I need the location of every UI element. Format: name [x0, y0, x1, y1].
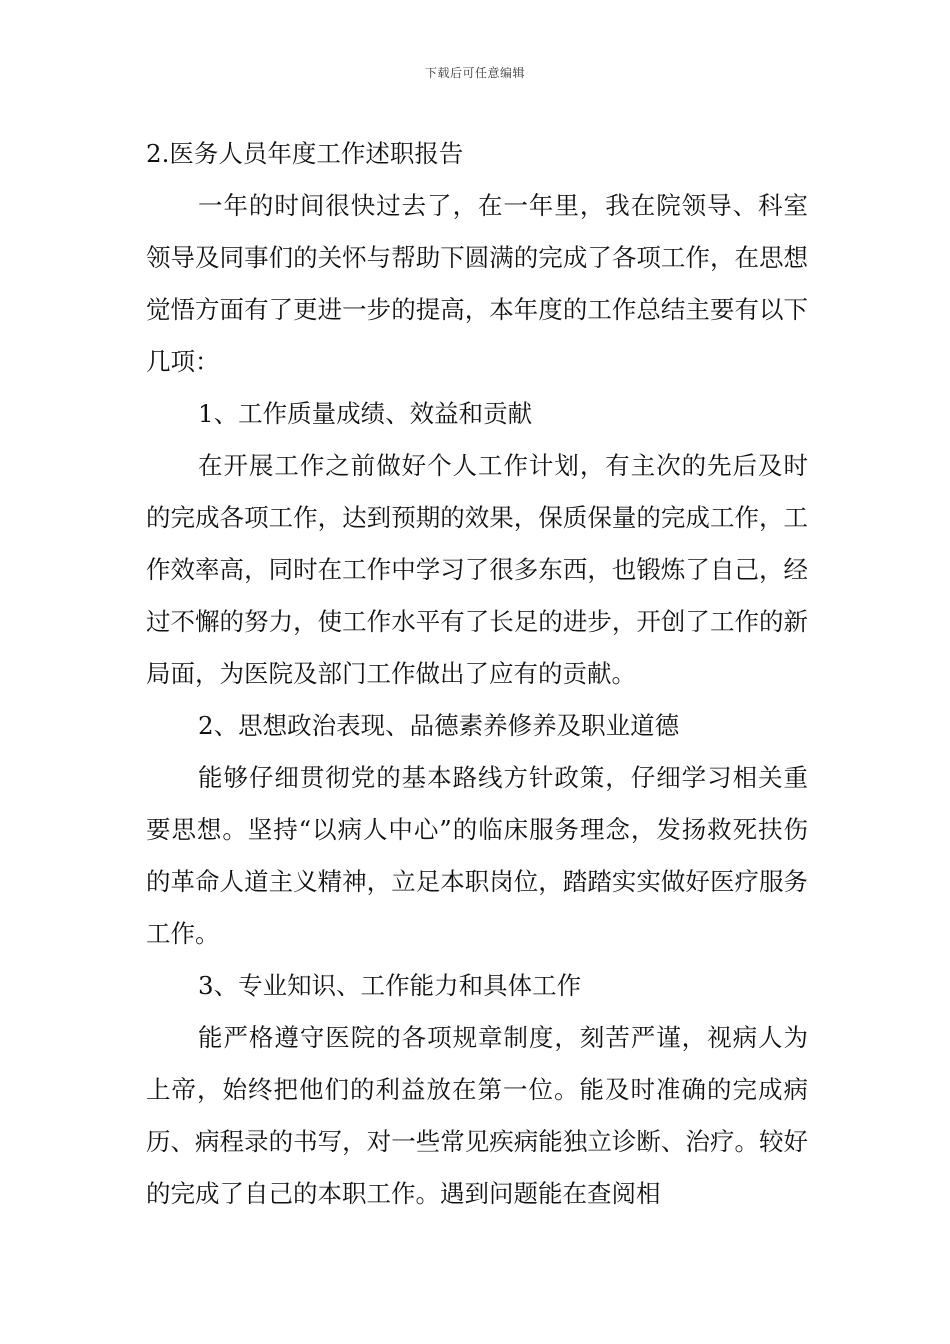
intro-paragraph: 一年的时间很快过去了，在一年里，我在院领导、科室领导及同事们的关怀与帮助下圆满的完成了各项工作，在思想觉悟方面有了更进一步的提高，本年度的工作总结主要有以下几项：: [146, 191, 808, 376]
section-heading-2: 2、思想政治表现、品德素养修养及职业道德: [198, 711, 680, 740]
document-body: [146, 128, 808, 1220]
document-title: 2.医务人员年度工作述职报告: [146, 139, 464, 168]
section-body-1: 在开展工作之前做好个人工作计划，有主次的先后及时的完成各项工作，达到预期的效果，保质保量的完成工作，工作效率高，同时在工作中学习了很多东西，也锻炼了自己，经过不懈的努力，使工作水平有了长足的进步，开创了工作的新局面，为医院及部门工作做出了应有的贡献。: [146, 451, 808, 688]
page-header-note: 下载后可任意编辑: [424, 66, 525, 80]
section-heading-3: 3、专业知识、工作能力和具体工作: [198, 971, 582, 1000]
section-body-3: 能严格遵守医院的各项规章制度，刻苦严谨，视病人为上帝，始终把他们的利益放在第一位。能及时准确的完成病历、病程录的书写，对一些常见疾病能独立诊断、治疗。较好的完成了自己的本职工作。遇到问题能在查阅相: [146, 1023, 808, 1208]
section-body-2: 能够仔细贯彻党的基本路线方针政策，仔细学习相关重要思想。坚持“以病人中心”的临床服务理念，发扬救死扶伤的革命人道主义精神，立足本职岗位，踏踏实实做好医疗服务工作。: [146, 763, 808, 948]
section-heading-1: 1、工作质量成绩、效益和贡献: [198, 399, 533, 428]
